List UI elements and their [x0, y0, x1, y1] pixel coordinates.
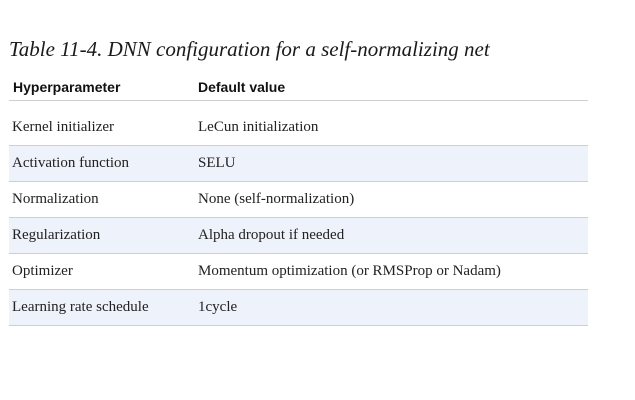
table-header-row	[9, 74, 588, 101]
hyperparameter-cell: Activation function	[9, 146, 194, 182]
hyperparameter-cell: Optimizer	[9, 254, 194, 290]
table-row	[9, 290, 588, 326]
table-caption: Table 11-4. DNN configuration for a self-normalizing net	[9, 37, 490, 61]
default-value-cell: LeCun initialization	[194, 101, 588, 146]
hyperparameter-cell: Normalization	[9, 182, 194, 218]
default-value-cell: 1cycle	[194, 290, 588, 326]
table-row	[9, 218, 588, 254]
config-table	[9, 74, 588, 326]
default-value-cell: None (self-normalization)	[194, 182, 588, 218]
default-value-cell: Alpha dropout if needed	[194, 218, 588, 254]
hyperparameter-cell: Learning rate schedule	[9, 290, 194, 326]
hyperparameter-cell: Regularization	[9, 218, 194, 254]
table-row	[9, 254, 588, 290]
default-value-cell: Momentum optimization (or RMSProp or Nadam)	[194, 254, 588, 290]
default-value-cell: SELU	[194, 146, 588, 182]
hyperparameter-cell: Kernel initializer	[9, 101, 194, 146]
table-row	[9, 146, 588, 182]
table-row	[9, 182, 588, 218]
header-default-value: Default value	[194, 74, 588, 101]
header-hyperparameter: Hyperparameter	[9, 74, 194, 101]
table-row	[9, 101, 588, 146]
